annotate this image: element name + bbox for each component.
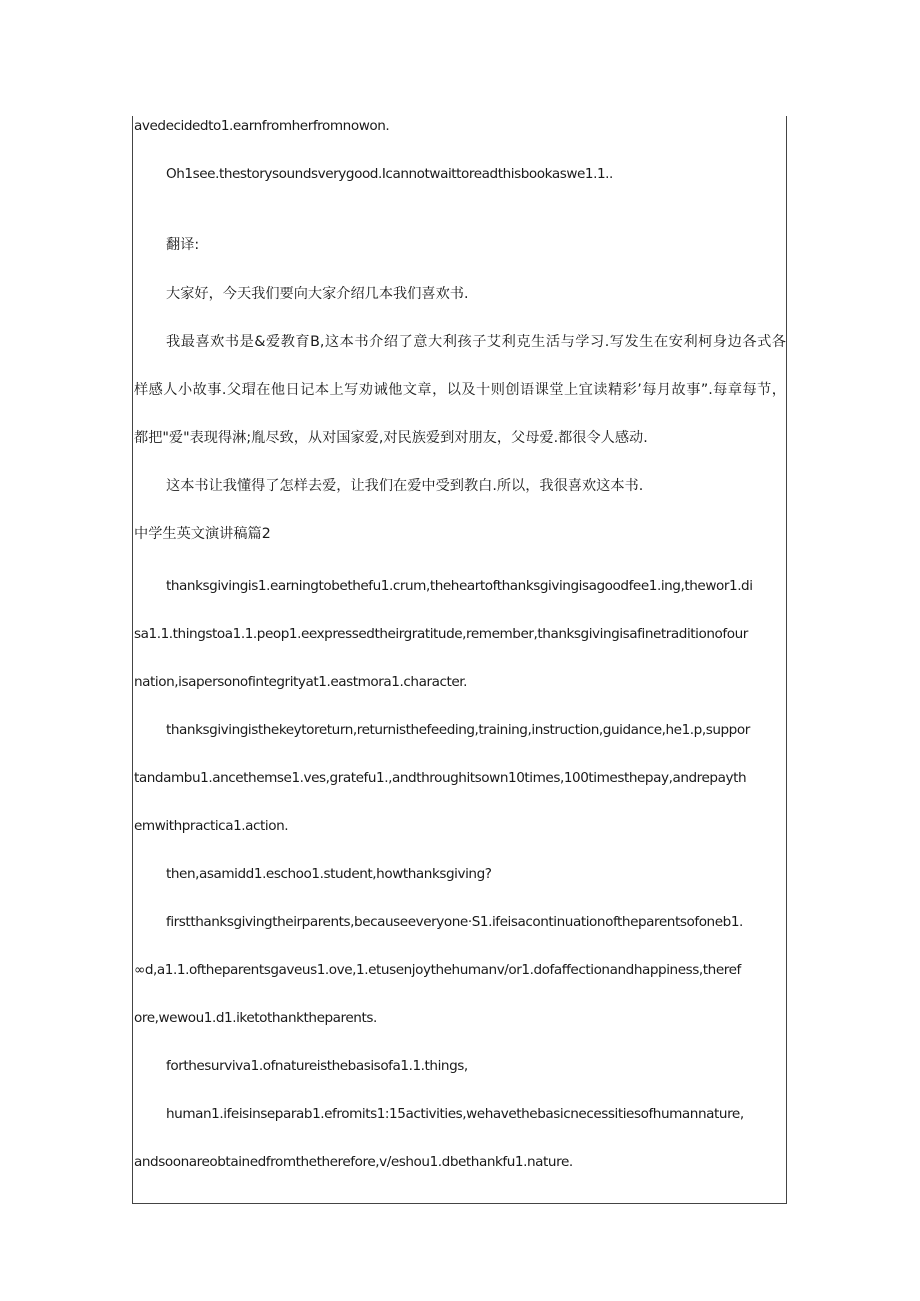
section-2-paragraph-1-line-1: thanksgivingis1.earningtobethefu1.crum,theheartofthanksgivingisagoodfee1.ing,thewor1.di	[166, 578, 753, 594]
section-2-paragraph-2-line-3: emwithpractica1.action.	[134, 818, 289, 834]
translation-paragraph-2-line-1: 我最喜欢书是&爱教育B,这本书介绍了意大利孩子艾利克生活与学习.写发生在安利柯身边各式各	[166, 334, 786, 350]
section-2-paragraph-6-line-1: human1.ifeisinseparab1.efromits1:15activities,wehavethebasicnecessitiesofhumannature,	[166, 1106, 744, 1122]
section-2-paragraph-6-line-2: andsoonareobtainedfromthetherefore,v/eshou1.dbethankfu1.nature.	[134, 1154, 573, 1170]
translation-paragraph-2-line-3: 都把"爱"表现得淋;胤尽致，从对国家爱,对民族爱到对朋友，父母爱.都很令人感动.	[134, 430, 648, 446]
section-2-paragraph-4-line-3: ore,wewou1.d1.iketothanktheparents.	[134, 1010, 377, 1026]
section-2-paragraph-5: forthesurviva1.ofnatureisthebasisofa1.1.things,	[166, 1058, 468, 1074]
translation-paragraph-2-line-2: 样感人小故事.父瑁在他日记本上写劝诫他文章，以及十则创语课堂上宜读精彩’每月故事”.每章每节，	[134, 382, 786, 398]
translation-paragraph-1: 大家好，今天我们要向大家介绍几本我们喜欢书.	[166, 286, 469, 302]
translation-paragraph-3: 这本书让我懂得了怎样去爱，让我们在爱中受到教白.所以，我很喜欢这本书.	[166, 478, 644, 494]
paragraph-intro-tail: avedecidedto1.earnfromherfromnowon.	[134, 118, 390, 134]
paragraph-intro-close: Oh1see.thestorysoundsverygood.Icannotwaittoreadthisbookaswe1.1..	[166, 166, 613, 182]
section-2-paragraph-3: then,asamidd1.eschoo1.student,howthanksgiving?	[166, 866, 492, 882]
section-2-paragraph-4-line-2: ∞d,a1.1.oftheparentsgaveus1.ove,1.etusenjoythehumanv/or1.dofaffectionandhappiness,theref	[134, 962, 741, 978]
section-2-paragraph-2-line-2: tandambu1.ancethemse1.ves,gratefu1.,andthroughitsown10times,100timesthepay,andrepayth	[134, 770, 747, 786]
section-2-title: 中学生英文演讲稿篇2	[134, 526, 271, 542]
page-frame	[132, 116, 787, 1204]
translation-label: 翻译:	[166, 237, 200, 253]
section-2-paragraph-1-line-3: nation,isapersonofintegrityat1.eastmora1.character.	[134, 674, 468, 690]
section-2-paragraph-2-line-1: thanksgivingisthekeytoreturn,returnisthefeeding,training,instruction,guidance,he1.p,suppor	[166, 722, 750, 738]
section-2-paragraph-4-line-1: firstthanksgivingtheirparents,becauseeveryone·S1.ifeisacontinuationoftheparentsofoneb1.	[166, 914, 743, 930]
section-2-paragraph-1-line-2: sa1.1.thingstoa1.1.peop1.eexpressedtheirgratitude,remember,thanksgivingisafinetraditionofour	[134, 626, 748, 642]
